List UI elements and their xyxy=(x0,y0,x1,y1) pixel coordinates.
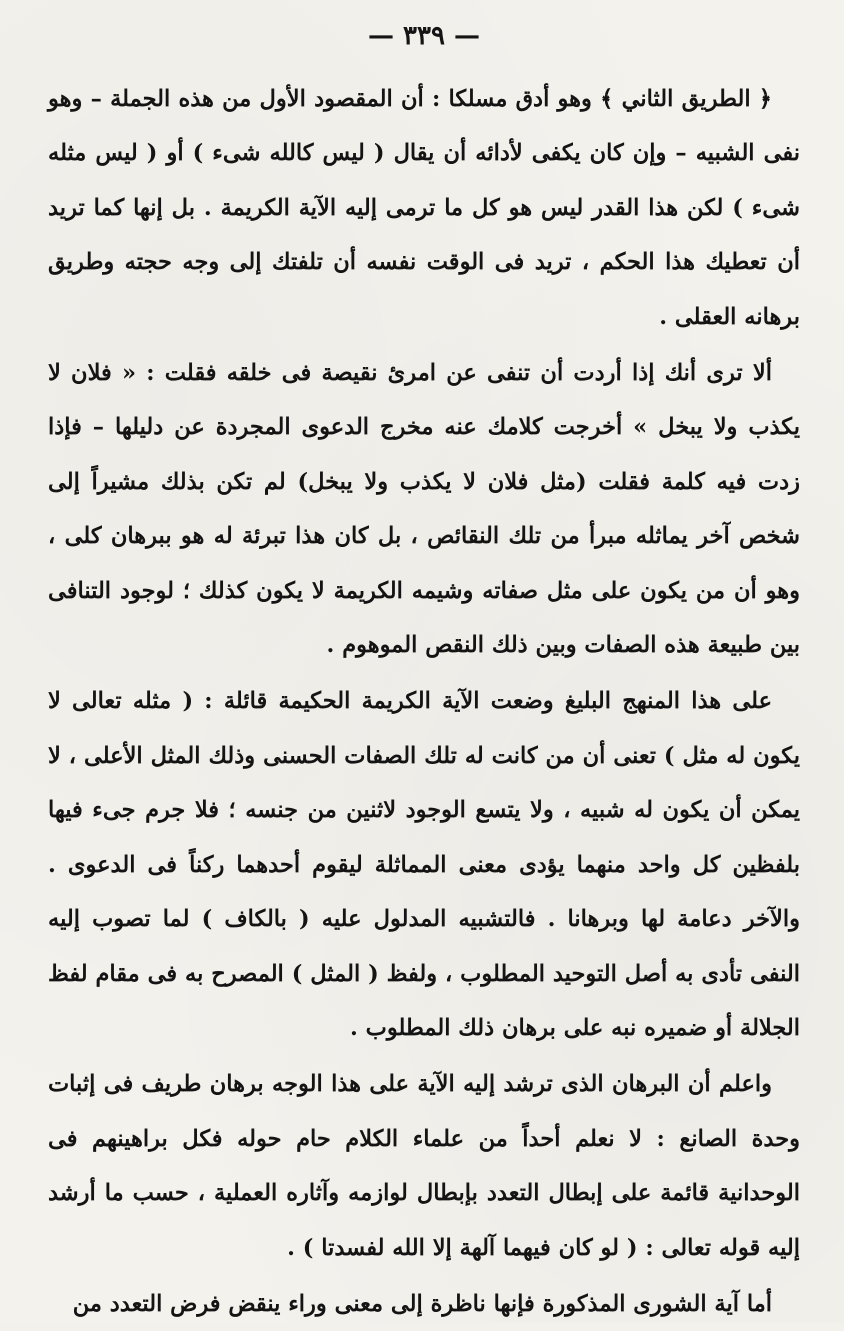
page-number: — ٣٣٩ — xyxy=(367,21,481,51)
paragraph-4: واعلم أن البرهان الذى ترشد إليه الآية على هذا الوجه برهان طريف فى إثبات وحدة الصانع : لا نعلم أحداً من علماء الكلام حام حوله فكل براهينهم فى الوحدانية قائمة على إبطال التعدد بإبطال لوازمه وآثاره العملية ، حسب ما أرشد إليه قوله تعالى : ( لو كان فيهما آلهة إلا الله لفسدتا ) . xyxy=(48,1071,800,1261)
paragraph-3: على هذا المنهج البليغ وضعت الآية الكريمة الحكيمة قائلة : ( مثله تعالى لا يكون له مثل ) تعنى أن من كانت له تلك الصفات الحسنى وذلك المثل الأعلى ، لا يمكن أن يكون له شبيه ، ولا يتسع الوجود لاثنين من جنسه ؛ فلا جرم جىء فيها بلفظين كل واحد منهما يؤدى معنى المماثلة ليقوم أحدهما ركناً فى الدعوى . والآخر دعامة لها وبرهانا . فالتشبيه المدلول عليه ( بالكاف ) لما تصوب إليه النفى تأدى به أصل التوحيد المطلوب ، ولفظ ( المثل ) المصرح به فى مقام لفظ الجلالة أو ضميره نبه على برهان ذلك المطلوب . xyxy=(48,688,800,1041)
body-text xyxy=(48,72,800,1331)
paragraph-1: ﴿ الطريق الثاني ﴾ وهو أدق مسلكا : أن المقصود الأول من هذه الجملة – وهو نفى الشبيه – وإن كان يكفى لأدائه أن يقال ( ليس كالله شىء ) أو ( ليس مثله شىء ) لكن هذا القدر ليس هو كل ما ترمى إليه الآية الكريمة . بل إنها كما تريد أن تعطيك هذا الحكم ، تريد فى الوقت نفسه أن تلفتك إلى وجه حجته وطريق برهانه العقلى . xyxy=(48,86,800,330)
paragraph-5: أما آية الشورى المذكورة فإنها ناظرة إلى معنى وراء ينقض فرض التعدد من xyxy=(72,1290,772,1317)
paragraph-2: ألا ترى أنك إذا أردت أن تنفى عن امرئ نقيصة فى خلقه فقلت : « فلان لا يكذب ولا يبخل » أخرجت كلامك عنه مخرج الدعوى المجردة عن دليلها – فإذا زدت فيه كلمة فقلت (مثل فلان لا يكذب ولا يبخل) لم تكن بذلك مشيراً إلى شخص آخر يماثله مبرأ من تلك النقائص ، بل كان هذا تبرئة له هو ببرهان كلى ، وهو أن من يكون على مثل صفاته وشيمه الكريمة لا يكون كذلك ؛ لوجود التنافى بين طبيعة هذه الصفات وبين ذلك النقص الموهوم . xyxy=(48,360,800,659)
